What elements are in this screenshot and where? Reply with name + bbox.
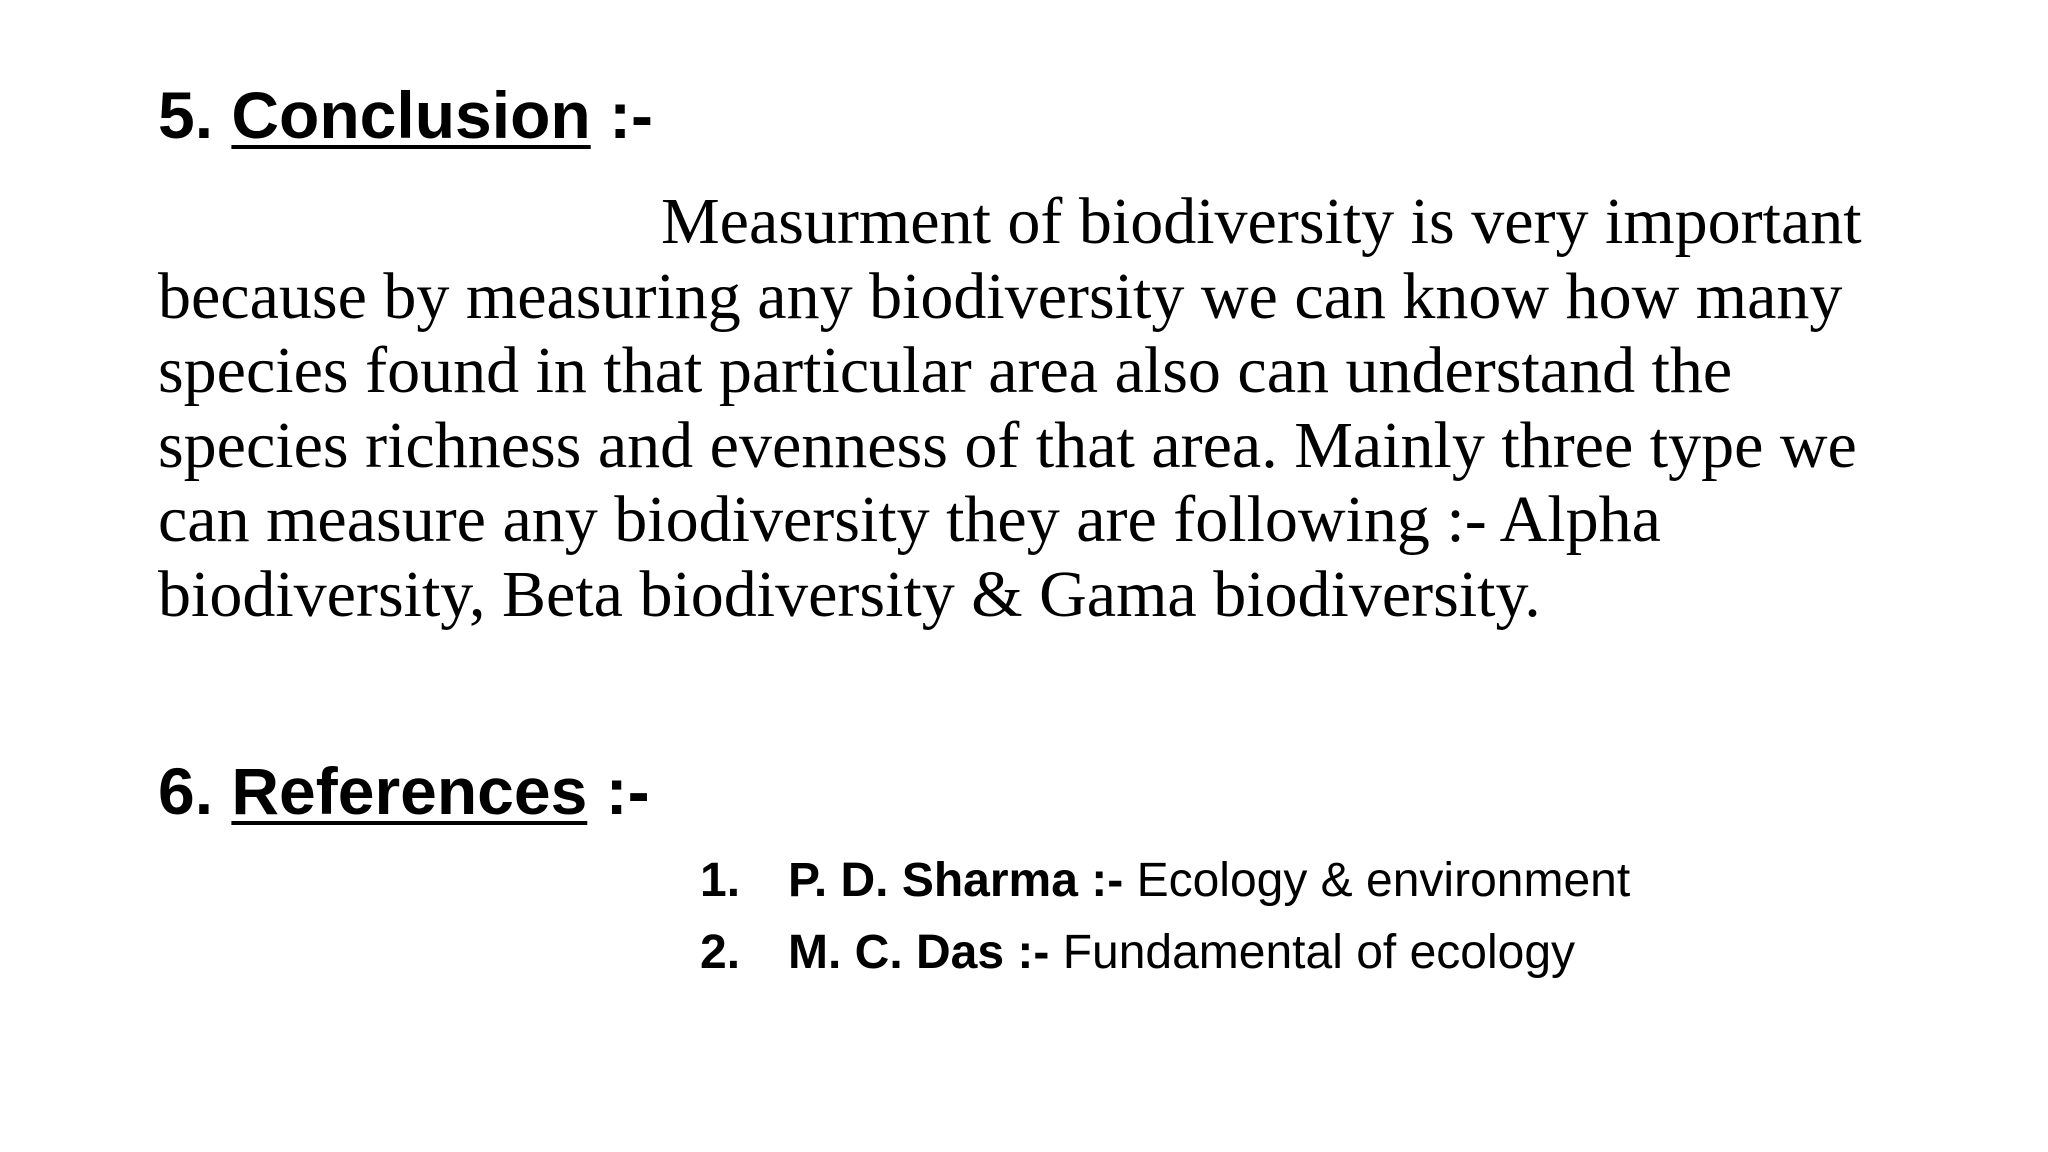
reference-author: P. D. Sharma :- — [788, 854, 1124, 907]
references-heading — [158, 754, 650, 828]
references-suffix: :- — [605, 754, 650, 828]
conclusion-number: 5. — [158, 78, 214, 152]
reference-number: 1. — [700, 854, 741, 907]
references-number: 6. — [158, 754, 214, 828]
references-list — [700, 845, 1630, 989]
reference-number: 2. — [700, 926, 741, 979]
reference-item — [700, 917, 1630, 989]
references-title: References — [231, 754, 588, 828]
conclusion-suffix: :- — [609, 78, 654, 152]
reference-work: Ecology & environment — [1136, 854, 1631, 907]
conclusion-title: Conclusion — [231, 78, 591, 152]
conclusion-heading — [158, 78, 654, 152]
reference-work: Fundamental of ecology — [1062, 926, 1576, 979]
conclusion-paragraph: Measurment of biodiversity is very important because by measuring any biodiversity we can know how many species found in that particular area also can understand the species richness and evenness of that area. Mainly three type we can measure any biodiversity they are following :- Alpha biodiversity, Beta biodiversity & Gama biodiversity. — [158, 185, 1862, 631]
reference-item — [700, 845, 1630, 917]
reference-author: M. C. Das :- — [788, 926, 1050, 979]
